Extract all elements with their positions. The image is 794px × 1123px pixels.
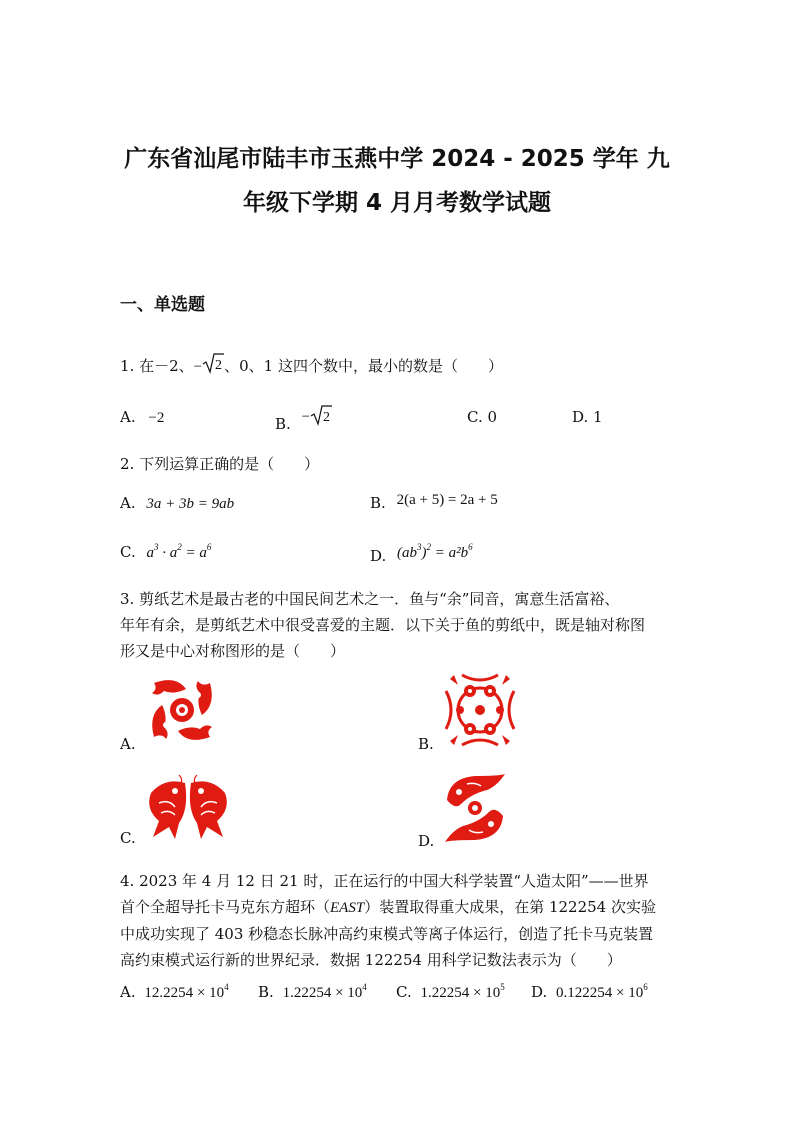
q1-option-a-label: A. <box>120 408 136 426</box>
q4-option-b <box>258 982 367 1002</box>
q1-stem-end: 、0、1 这四个数中，最小的数是（ ） <box>224 357 503 375</box>
q2-c-sup-1: 3 <box>154 542 159 552</box>
q3-option-c-label: C. <box>120 829 136 847</box>
q1-option-b-radicand: 2 <box>323 410 331 425</box>
q1-radicand: 2 <box>215 358 223 373</box>
q3-line-2: 年年有余，是剪纸艺术中很受喜爱的主题．以下关于鱼的剪纸中，既是轴对称图 <box>120 616 646 634</box>
q2-c-sup-2: 2 <box>177 542 182 552</box>
q1-option-a <box>120 408 164 427</box>
q4-option-d-label: D. <box>531 983 548 1001</box>
sqrt-icon <box>310 404 332 430</box>
q2-option-b-expr: 2(a + 5) = 2a + 5 <box>396 492 498 508</box>
q1-option-c: C. 0 <box>467 408 498 426</box>
q3-line-1: 3. 剪纸艺术是最古老的中国民间艺术之一．鱼与“余”同音，寓意生活富裕、 <box>120 590 620 608</box>
sqrt-icon <box>202 352 224 382</box>
question-1-stem <box>120 352 503 382</box>
q4-option-a <box>120 982 229 1002</box>
q4-a-exp: 4 <box>224 982 229 992</box>
q2-d-part-2: ) <box>421 545 427 561</box>
q2-c-sup-3: 6 <box>206 542 212 552</box>
q4-option-c-label: C. <box>396 983 412 1001</box>
exam-title-line-1: 广东省汕尾市陆丰市玉燕中学 2024 - 2025 学年 九 <box>124 146 670 172</box>
q4-line-2-start: 首个全超导托卡马克东方超环（ <box>120 898 331 916</box>
q2-option-b-label: B. <box>370 494 386 512</box>
q2-option-b <box>370 490 498 512</box>
q1-neg-sign: − <box>193 359 203 375</box>
q2-option-a <box>120 494 234 513</box>
q1-option-d: D. 1 <box>572 408 603 426</box>
q4-option-a-label: A. <box>120 983 136 1001</box>
papercut-circle-fish-image <box>442 671 518 753</box>
q4-line-2 <box>120 894 680 921</box>
q2-d-sup-2: 2 <box>426 542 432 552</box>
q4-d-exp: 6 <box>643 982 648 992</box>
q2-d-sup-3: 6 <box>468 542 473 552</box>
q1-option-b-neg: − <box>301 409 311 425</box>
q4-option-d-expr <box>556 982 648 1001</box>
q2-option-c <box>120 542 211 562</box>
section-heading: 一、单选题 <box>120 295 205 315</box>
q4-line-1: 4. 2023 年 4 月 12 日 21 时，正在运行的中国大科学装置“人造太阳”——世界 <box>120 872 649 890</box>
question-3-stem <box>120 586 680 664</box>
q2-c-part-2: · a <box>158 545 178 561</box>
q4-line-2-end: ）装置取得重大成果，在第 122254 次实验 <box>364 898 656 916</box>
q3-option-a-label: A. <box>120 735 136 753</box>
q3-option-b-label: B. <box>418 735 434 753</box>
papercut-twin-fish-image <box>145 775 231 845</box>
q4-option-b-expr <box>282 982 367 1001</box>
question-4-stem <box>120 868 680 973</box>
papercut-fish-ring-image <box>146 675 218 749</box>
q2-option-a-label: A. <box>120 494 136 512</box>
q2-option-d-expr <box>397 542 473 561</box>
q4-line-4: 高约束模式运行新的世界纪录．数据 122254 用科学记数法表示为（ ） <box>120 951 622 969</box>
q4-c-exp: 5 <box>500 982 505 992</box>
q2-option-c-expr <box>146 542 212 561</box>
q2-d-part-3: = a²b <box>431 545 469 561</box>
q4-option-b-label: B. <box>258 983 274 1001</box>
q2-c-part-1: a <box>146 545 154 561</box>
q4-option-d <box>531 982 648 1002</box>
question-2-stem: 2. 下列运算正确的是（ ） <box>120 455 320 473</box>
q2-option-c-label: C. <box>120 543 136 561</box>
q4-d-base: 0.122254 × 10 <box>556 985 644 1001</box>
q1-option-b-label: B. <box>275 415 291 433</box>
q4-east-term: EAST <box>330 900 365 916</box>
papercut-swirl-fish-image <box>441 770 509 850</box>
q2-d-sup-1: 3 <box>417 542 422 552</box>
q4-option-c <box>396 982 505 1002</box>
q2-option-a-expr: 3a + 3b = 9ab <box>146 496 235 512</box>
q2-option-d <box>370 542 473 565</box>
q4-option-a-expr <box>144 982 229 1001</box>
q2-c-part-3: = a <box>181 545 207 561</box>
q4-b-exp: 4 <box>362 982 367 992</box>
q4-c-base: 1.22254 × 10 <box>420 985 501 1001</box>
q1-option-a-value: −2 <box>148 410 165 426</box>
q3-line-3: 形又是中心对称图形的是（ ） <box>120 642 346 660</box>
q4-a-base: 12.2254 × 10 <box>144 985 225 1001</box>
q1-stem-start: 1. 在－2、 <box>120 357 194 375</box>
q1-option-b <box>275 404 332 433</box>
q4-b-base: 1.22254 × 10 <box>282 985 363 1001</box>
exam-title-line-2: 年级下学期 4 月月考数学试题 <box>242 190 552 216</box>
q2-option-d-label: D. <box>370 547 387 565</box>
q4-option-c-expr <box>420 982 505 1001</box>
q2-d-part-1: (ab <box>397 545 418 561</box>
q4-line-3: 中成功实现了 403 秒稳态长脉冲高约束模式等离子体运行，创造了托卡马克装置 <box>120 925 654 943</box>
q3-option-d-label: D. <box>418 832 435 850</box>
